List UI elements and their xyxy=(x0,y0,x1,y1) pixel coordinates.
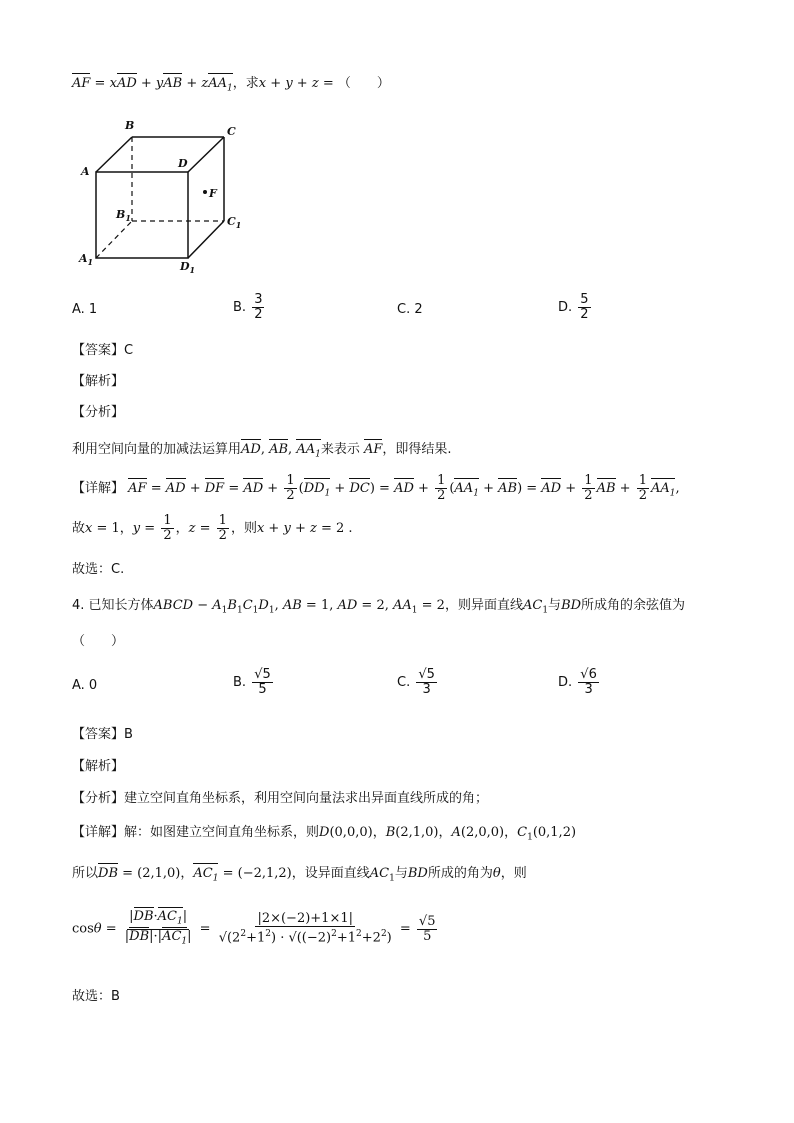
label-b1: $B_1$ xyxy=(116,208,131,223)
q4-fenxi: 【分析】建立空间直角坐标系，利用空间向量法求出异面直线所成的角； xyxy=(72,791,489,806)
q4-choose: 故选：B xyxy=(72,989,120,1004)
cube-figure xyxy=(72,115,252,275)
label-c: C xyxy=(227,125,236,138)
q4-answer: 【答案】B xyxy=(72,727,133,742)
q4-analysis-tag: 【解析】 xyxy=(72,759,125,774)
q3-option-d: D. $\frac{5}{2}$ xyxy=(558,292,589,322)
label-d1: $D_1$ xyxy=(180,260,196,275)
q4-option-b: B. $\frac{√5}{5}$ xyxy=(233,667,271,697)
q4-blank: （ ） xyxy=(72,634,125,649)
q3-option-a: A. 1 xyxy=(72,302,98,317)
q4-option-a: A. 0 xyxy=(72,678,98,693)
q3-answer: 【答案】C xyxy=(72,343,134,358)
q3-analysis-tag: 【解析】 xyxy=(72,374,125,389)
q3-conclusion: 故x = 1，y = $\frac{1}{2}$ ，z = $\frac{1}{2}$ ，则x + y + z = 2 . xyxy=(72,513,353,543)
q4-stem: 4. 已知长方体ABCD − $A_1B_1C_1D_1$, AB = 1, AD = 2, $AA_1 = 2$，则异面直线$AC_1$与BD所成角的余弦值为 xyxy=(72,598,686,616)
point-f xyxy=(203,190,207,194)
label-d: D xyxy=(178,157,188,170)
q3-option-c: C. 2 xyxy=(397,302,423,317)
q3-stem: AF = xAD + yAB + zAA$_1$，求x + y + z = （ ） xyxy=(72,76,390,94)
q3-blank: （ ） xyxy=(337,76,390,91)
q4-vectors: 所以DB = (2,1,0)，$AC_1 = (-2,1,2)$，设异面直线$AC_1$与BD所成的角为θ，则 xyxy=(72,866,527,884)
label-f: F xyxy=(209,187,217,200)
q3-fenxi-tag: 【分析】 xyxy=(72,405,125,420)
label-a: A xyxy=(81,165,90,178)
q4-detail: 【详解】解：如图建立空间直角坐标系，则D(0,0,0)，B(2,1,0)，A(2,0,0)，$C_1(0,1,2)$ xyxy=(72,825,577,843)
q4-option-d: D. $\frac{√6}{3}$ xyxy=(558,667,597,697)
q3-choose: 故选：C. xyxy=(72,562,125,577)
label-b: B xyxy=(125,119,135,132)
q4-cosine-formula: cosθ = $\frac{|DB\cdot AC_1|}{|DB|\cdot|AC_1|}$ = $\frac{|2\times(-2)+1\times 1|}{√(2^2+1^2) \cdot √((-2)^2+1^2+2^2)}$ = $\frac{√5}{5}$ xyxy=(72,909,436,947)
q4-option-c: C. $\frac{√5}{3}$ xyxy=(397,667,435,697)
q3-option-b: B. $\frac{3}{2}$ xyxy=(233,292,263,322)
label-c1: $C_1$ xyxy=(227,215,242,230)
label-a1: $A_1$ xyxy=(79,252,94,267)
q3-detail: 【详解】 AF = AD + DF = AD + $\frac{1}{2}$ $(DD_1 + DC)$ = AD + $\frac{1}{2}$ $(AA_1 + AB)$ = AD + $\frac{1}{2}$ AB + $\frac{1}{2}$ $AA_1$, xyxy=(72,473,680,503)
q3-stem-tail: ，求 xyxy=(232,76,259,91)
q3-fenxi-text: 利用空间向量的加减法运算用AD, AB, $AA_1$来表示 AF，即得结果. xyxy=(72,442,452,460)
